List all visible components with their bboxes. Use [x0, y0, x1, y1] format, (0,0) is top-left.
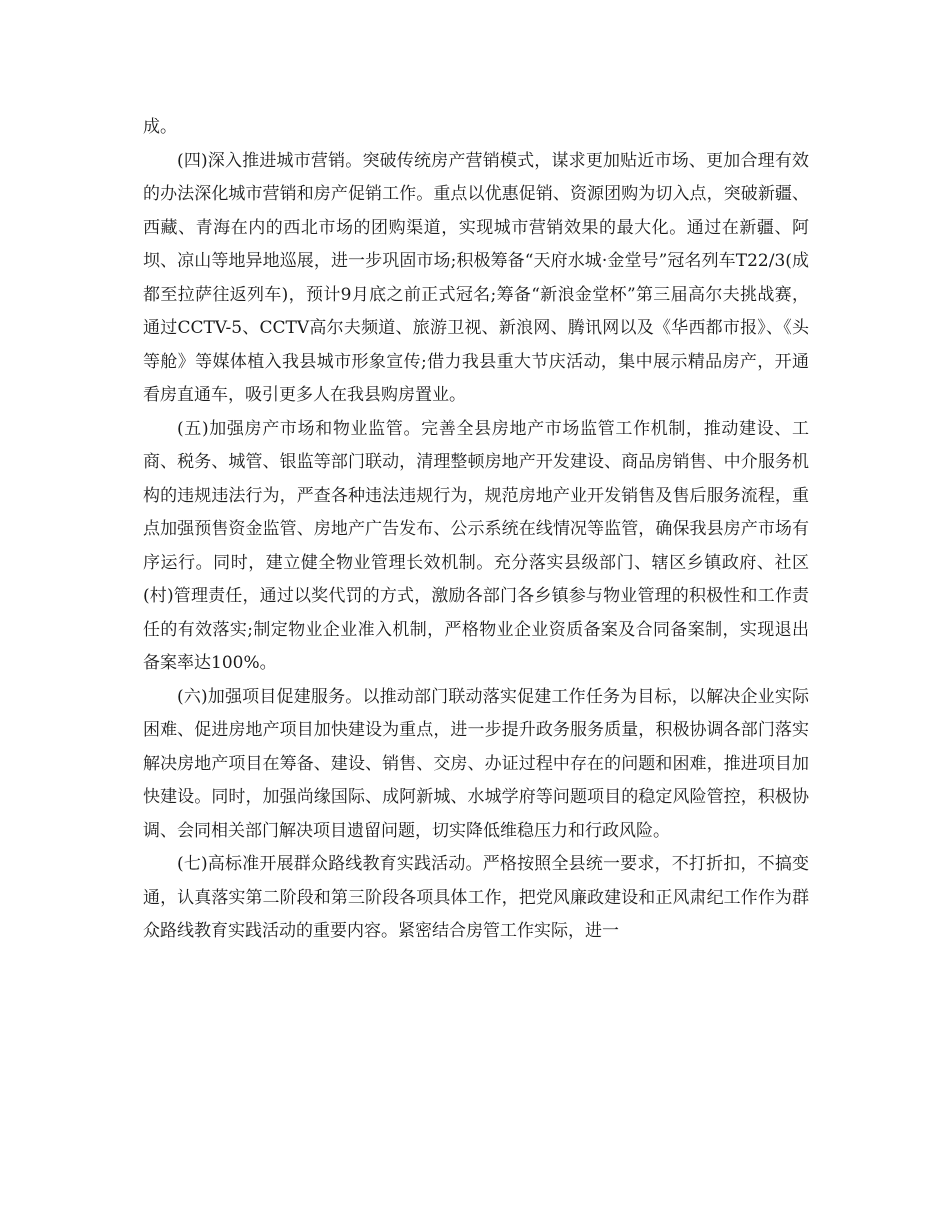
- paragraph-section-5: (五)加强房产市场和物业监管。完善全县房地产市场监管工作机制，推动建设、工商、税务、城管、银监等部门联动，清理整顿房地产开发建设、商品房销售、中介服务机构的违规违法行为，严查各种违法违规行为，规范房地产业开发销售及售后服务流程，重点加强预售资金监管、房地产广告发布、公示系统在线情况等监管，确保我县房产市场有序运行。同时，建立健全物业管理长效机制。充分落实县级部门、辖区乡镇政府、社区(村)管理责任，通过以奖代罚的方式，激励各部门各乡镇参与物业管理的积极性和工作责任的有效落实;制定物业企业准入机制，严格物业企业资质备案及合同备案制，实现退出备案率达100%。: [143, 418, 809, 673]
- paragraph-section-6: (六)加强项目促建服务。以推动部门联动落实促建工作任务为目标，以解决企业实际困难、促进房地产项目加快建设为重点，进一步提升政务服务质量，积极协调各部门落实解决房地产项目在筹备、建设、销售、交房、办证过程中存在的问题和困难，推进项目加快建设。同时，加强尚缘国际、成阿新城、水城学府等问题项目的稳定风险管控，积极协调、会同相关部门解决项目遗留问题，切实降低维稳压力和行政风险。: [143, 686, 809, 841]
- paragraph-section-4: (四)深入推进城市营销。突破传统房产营销模式，谋求更加贴近市场、更加合理有效的办法深化城市营销和房产促销工作。重点以优惠促销、资源团购为切入点，突破新疆、西藏、青海在内的西北市场的团购渠道，实现城市营销效果的最大化。通过在新疆、阿坝、凉山等地异地巡展，进一步巩固市场;积极筹备“天府水城·金堂号”冠名列车T22/3(成都至拉萨往返列车)，预计9月底之前正式冠名;筹备“新浪金堂杯”第三届高尔夫挑战赛，通过CCTV-5、CCTV高尔夫频道、旅游卫视、新浪网、腾讯网以及《华西都市报》、《头等舱》等媒体植入我县城市形象宣传;借力我县重大节庆活动，集中展示精品房产，开通看房直通车，吸引更多人在我县购房置业。: [143, 150, 809, 405]
- paragraph-continuation: 成。: [143, 117, 177, 137]
- document-page: [143, 111, 809, 949]
- paragraph-section-7: (七)高标准开展群众路线教育实践活动。严格按照全县统一要求，不打折扣，不搞变通，认真落实第二阶段和第三阶段各项具体工作，把党风廉政建设和正风肃纪工作作为群众路线教育实践活动的重要内容。紧密结合房管工作实际，进一: [143, 854, 809, 941]
